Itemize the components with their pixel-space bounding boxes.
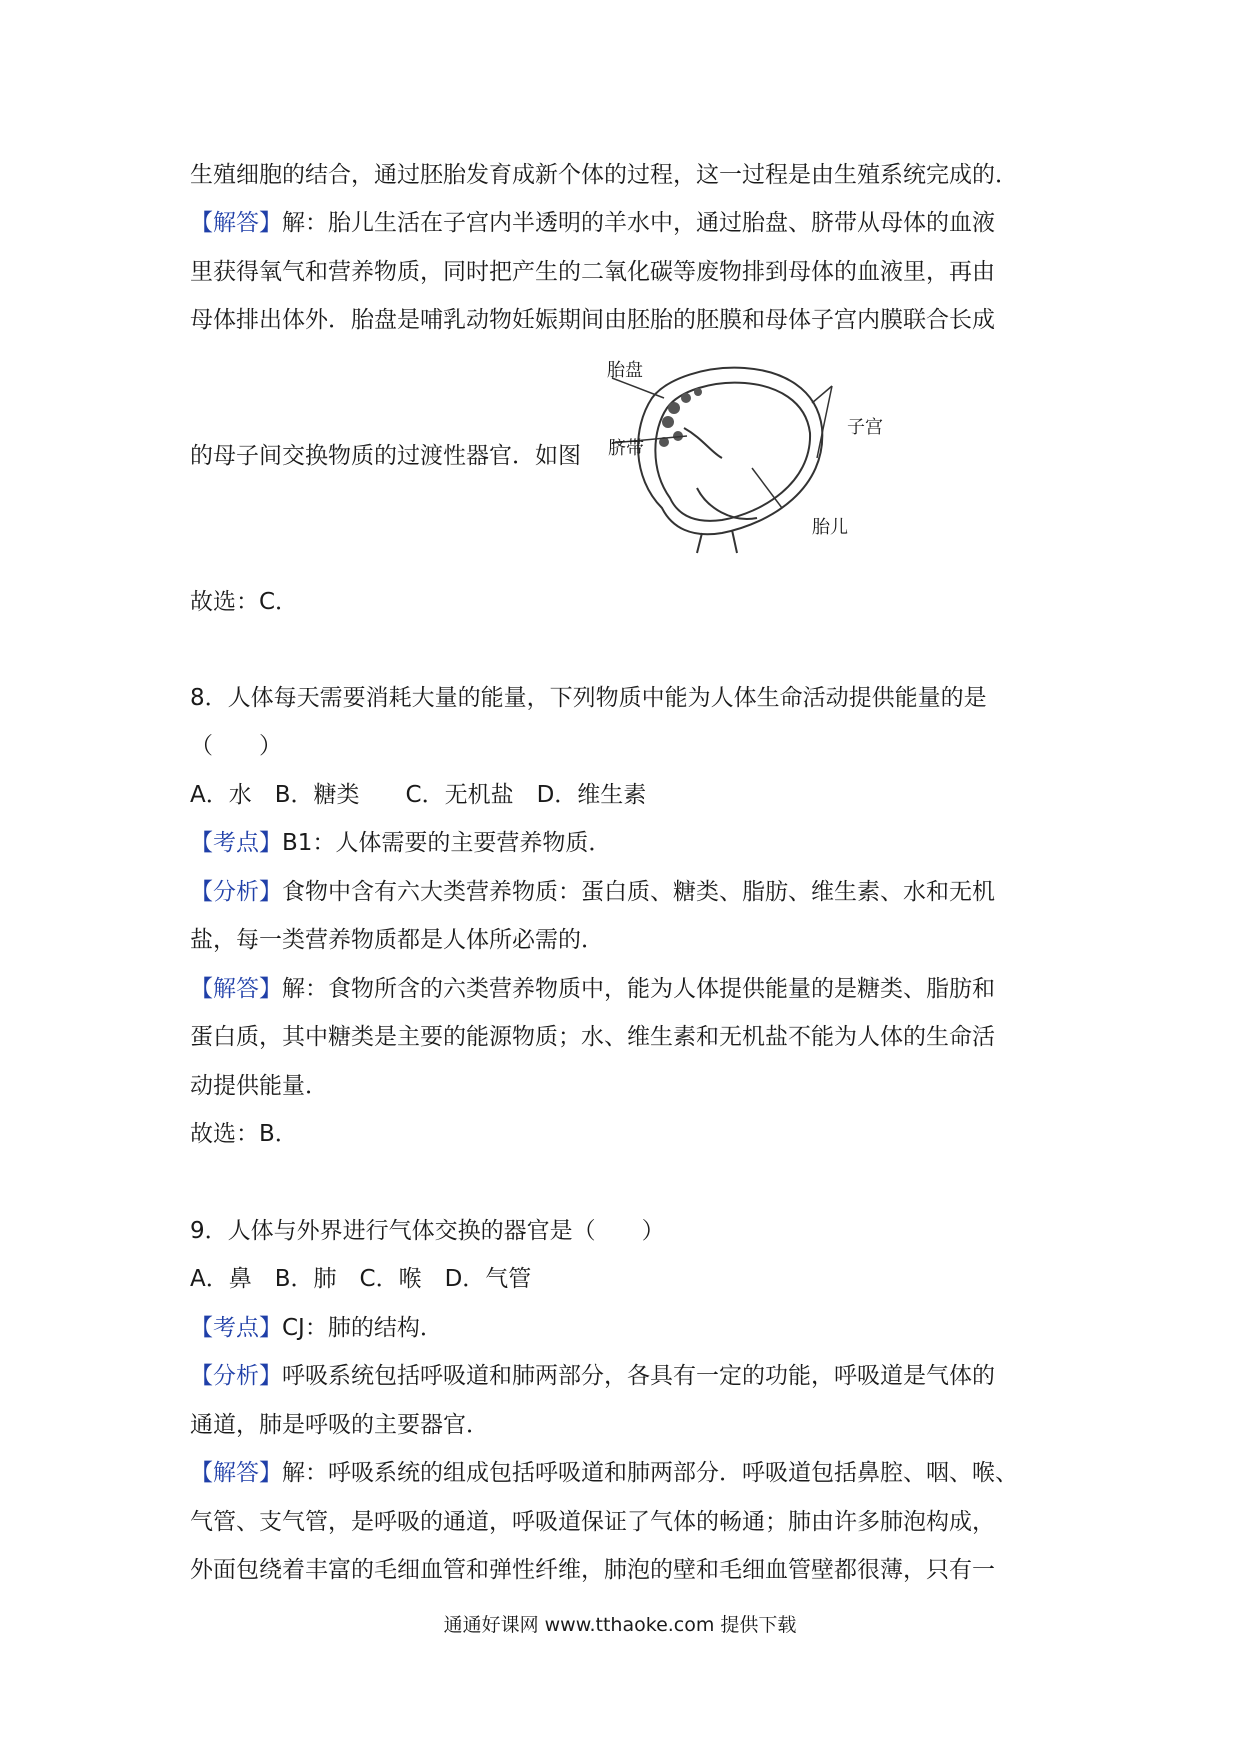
text-line: 盐，每一类营养物质都是人体所必需的． (190, 927, 604, 953)
cord-icon (684, 428, 722, 458)
answer-tag: 【解答】 (190, 976, 282, 1002)
text-line: 故选：B． (190, 1121, 298, 1147)
analysis-text: 呼吸系统包括呼吸道和肺两部分，各具有一定的功能，呼吸道是气体的 (282, 1363, 995, 1389)
kaodian-text: B1：人体需要的主要营养物质． (282, 830, 612, 856)
pointer-line (752, 468, 782, 508)
answer-text: 解：呼吸系统的组成包括呼吸道和肺两部分．呼吸道包括鼻腔、咽、喉、 (282, 1460, 1018, 1486)
text-line: 的母子间交换物质的过渡性器官．如图 (190, 443, 581, 469)
label-placenta: 胎盘 (607, 360, 643, 381)
kaodian-text: CJ：肺的结构． (282, 1315, 443, 1341)
kaodian-tag: 【考点】 (190, 830, 282, 856)
text-line: 故选：C． (190, 589, 299, 615)
text-line: 里获得氧气和营养物质，同时把产生的二氧化碳等废物排到母体的血液里，再由 (190, 259, 995, 285)
answer-text: 解：食物所含的六类营养物质中，能为人体提供能量的是糖类、脂肪和 (282, 976, 995, 1002)
uterus-diagram (607, 358, 912, 558)
text-line: 动提供能量． (190, 1073, 328, 1099)
uterus-outline-icon (638, 368, 822, 553)
text-line: 外面包绕着丰富的毛细血管和弹性纤维，肺泡的壁和毛细血管壁都很薄，只有一 (190, 1557, 995, 1583)
text-line: 通道，肺是呼吸的主要器官． (190, 1412, 489, 1438)
analysis-text: 食物中含有六大类营养物质：蛋白质、糖类、脂肪、维生素、水和无机 (282, 879, 995, 905)
text-line: 蛋白质，其中糖类是主要的能源物质；水、维生素和无机盐不能为人体的生命活 (190, 1024, 995, 1050)
kaodian-line (190, 1313, 443, 1343)
label-uterus: 子宫 (847, 417, 883, 438)
question-9-options: A．鼻 B．肺 C．喉 D．气管 (190, 1266, 532, 1292)
answer-tag: 【解答】 (190, 210, 282, 236)
question-8-bracket: （ ） (190, 733, 282, 759)
analysis-tag: 【分析】 (190, 1363, 282, 1389)
pointer-line (612, 378, 664, 398)
text-line: 气管、支气管，是呼吸的通道，呼吸道保证了气体的畅通；肺由许多肺泡构成， (190, 1509, 995, 1535)
answer-tag: 【解答】 (190, 1460, 282, 1486)
answer-line (190, 974, 995, 1004)
label-cord: 脐带 (608, 438, 644, 459)
answer-line (190, 1458, 1018, 1488)
analysis-line (190, 877, 995, 907)
page-footer: 通通好课网 www.tthaoke.com 提供下载 (443, 1614, 797, 1636)
question-9: 9．人体与外界进行气体交换的器官是（ ） (190, 1218, 665, 1244)
answer-text: 解：胎儿生活在子宫内半透明的羊水中，通过胎盘、脐带从母体的血液 (282, 210, 995, 236)
answer-line (190, 208, 995, 238)
question-8-options: A．水 B．糖类 C．无机盐 D．维生素 (190, 782, 647, 808)
analysis-tag: 【分析】 (190, 879, 282, 905)
question-8: 8．人体每天需要消耗大量的能量，下列物质中能为人体生命活动提供能量的是 (190, 685, 987, 711)
label-fetus: 胎儿 (812, 517, 848, 538)
kaodian-tag: 【考点】 (190, 1315, 282, 1341)
text-line: 母体排出体外．胎盘是哺乳动物妊娠期间由胚胎的胚膜和母体子宫内膜联合长成 (190, 307, 995, 333)
analysis-line (190, 1361, 995, 1391)
text-line: 生殖细胞的结合，通过胚胎发育成新个体的过程，这一过程是由生殖系统完成的． (190, 162, 1018, 188)
kaodian-line (190, 828, 611, 858)
